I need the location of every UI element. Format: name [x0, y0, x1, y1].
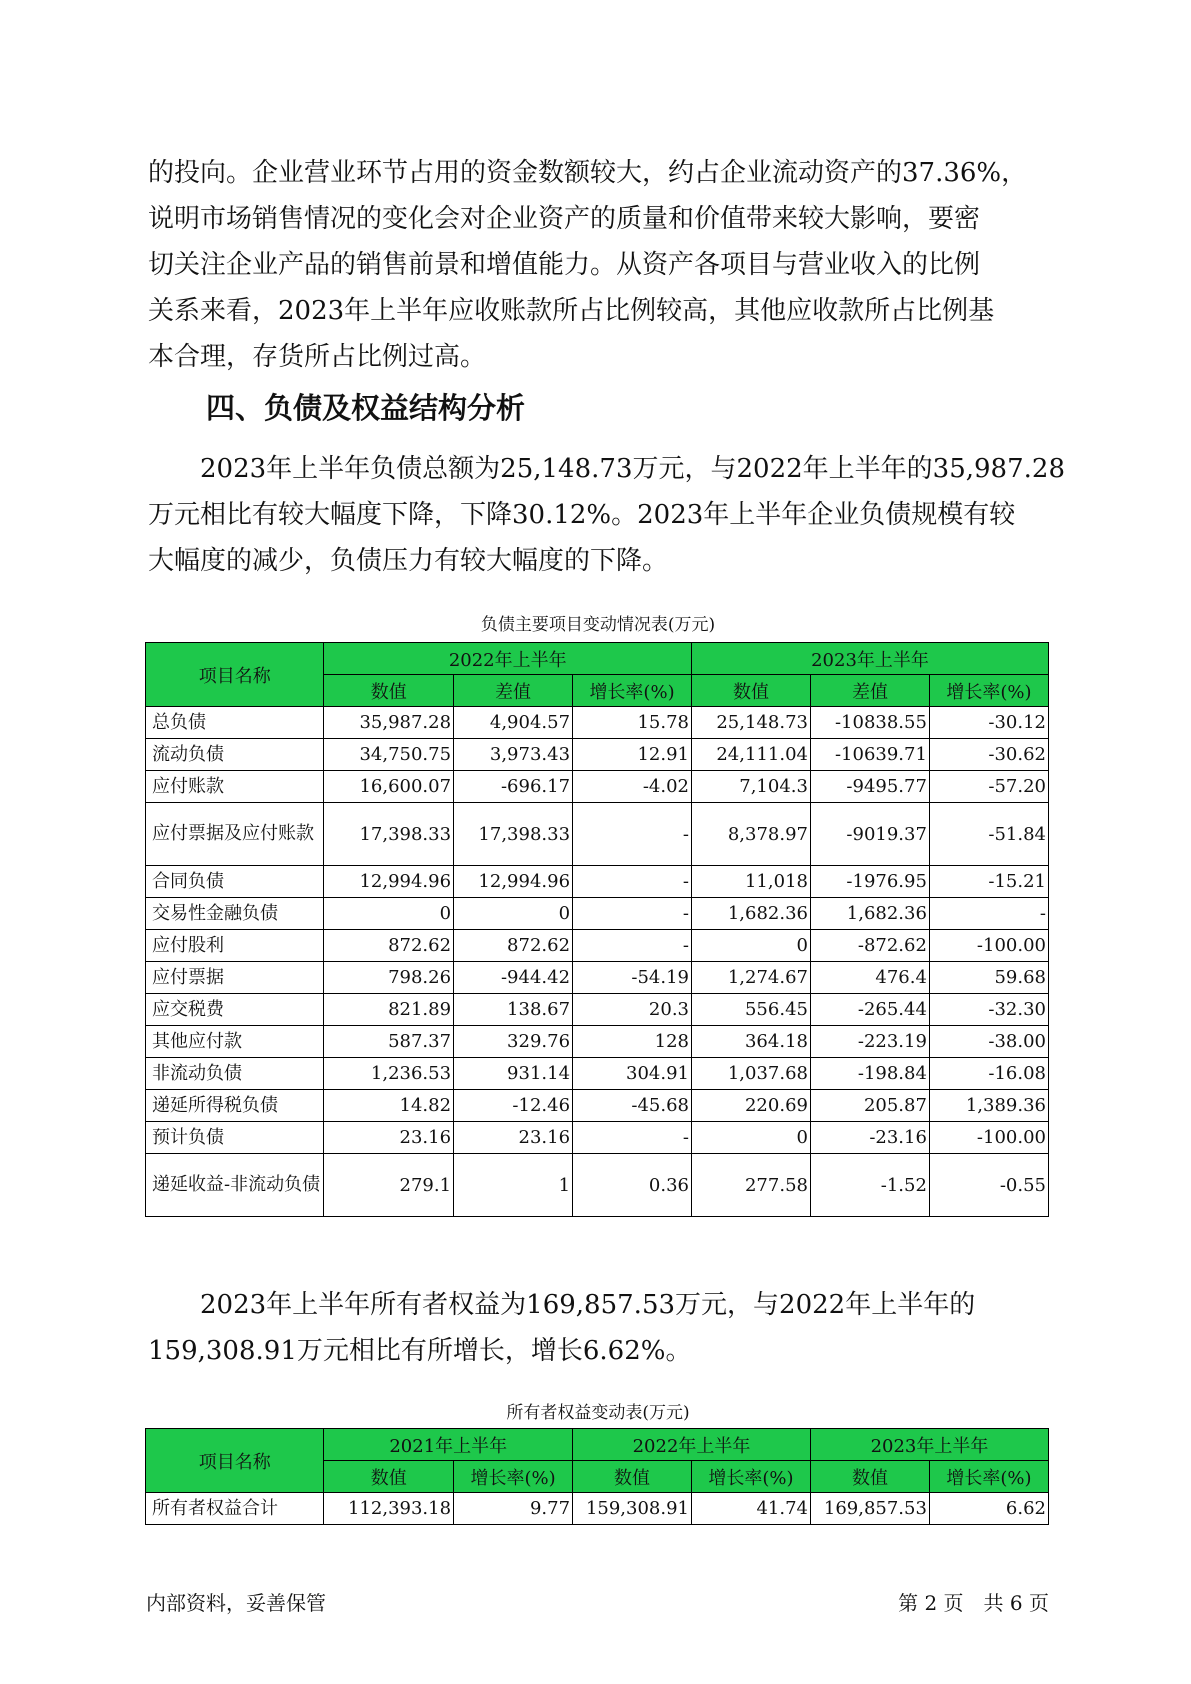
- text-line: 本合理，存货所占比例过高。: [148, 342, 487, 372]
- text-line: 大幅度的减少，负债压力有较大幅度的下降。: [148, 546, 669, 576]
- footer-confidential-note: 内部资料，妥善保管: [146, 1591, 326, 1615]
- table-body: [146, 1493, 1049, 1525]
- table-cell: -9495.77: [810, 771, 929, 803]
- table-cell: 277.58: [692, 1154, 811, 1217]
- table-cell: 798.26: [324, 962, 454, 994]
- column-header: 数值: [573, 1461, 692, 1493]
- table-row: [146, 866, 1049, 898]
- table-cell: -: [573, 1122, 692, 1154]
- table-cell: 12,994.96: [454, 866, 573, 898]
- table-cell: -872.62: [810, 930, 929, 962]
- table-cell: 128: [573, 1026, 692, 1058]
- table-row: [146, 707, 1049, 739]
- table-cell: 1,236.53: [324, 1058, 454, 1090]
- text-line: 2023年上半年所有者权益为169,857.53万元，与2022年上半年的: [148, 1290, 976, 1320]
- paragraph-equity-summary: [148, 1282, 1048, 1374]
- table-cell: 112,393.18: [324, 1493, 454, 1525]
- column-header: 增长率(%): [692, 1461, 811, 1493]
- column-header: 差值: [454, 675, 573, 707]
- table-cell: 17,398.33: [324, 803, 454, 866]
- table-cell: 12,994.96: [324, 866, 454, 898]
- row-label: 交易性金融负债: [146, 898, 324, 930]
- table-cell: 0: [692, 1122, 811, 1154]
- table-cell: 23.16: [454, 1122, 573, 1154]
- column-header: 数值: [810, 1461, 929, 1493]
- table-cell: 0: [692, 930, 811, 962]
- table-cell: 35,987.28: [324, 707, 454, 739]
- table-cell: 12.91: [573, 739, 692, 771]
- table-row: [146, 1154, 1049, 1217]
- text-line: 关系来看，2023年上半年应收账款所占比例较高，其他应收款所占比例基: [148, 296, 995, 326]
- period-header: 2023年上半年: [810, 1429, 1048, 1461]
- table-cell: -1976.95: [810, 866, 929, 898]
- table-cell: 1,682.36: [810, 898, 929, 930]
- row-label: 递延所得税负债: [146, 1090, 324, 1122]
- table-cell: 1: [454, 1154, 573, 1217]
- table-cell: 7,104.3: [692, 771, 811, 803]
- table-cell: 59.68: [929, 962, 1048, 994]
- table-cell: 25,148.73: [692, 707, 811, 739]
- table-cell: -45.68: [573, 1090, 692, 1122]
- row-label: 应付票据及应付账款: [146, 803, 324, 866]
- text-line: 2023年上半年负债总额为25,148.73万元，与2022年上半年的35,987.28: [148, 454, 1065, 484]
- table-cell: 0.36: [573, 1154, 692, 1217]
- period-header: 2021年上半年: [324, 1429, 573, 1461]
- table-cell: 41.74: [692, 1493, 811, 1525]
- table-cell: -944.42: [454, 962, 573, 994]
- table-cell: 16,600.07: [324, 771, 454, 803]
- row-label: 递延收益-非流动负债: [146, 1154, 324, 1217]
- row-label: 应交税费: [146, 994, 324, 1026]
- row-label: 应付票据: [146, 962, 324, 994]
- table-cell: -57.20: [929, 771, 1048, 803]
- column-header: 数值: [692, 675, 811, 707]
- section-heading: 四、负债及权益结构分析: [206, 391, 526, 425]
- item-name-header: 项目名称: [146, 1429, 324, 1493]
- column-header: 数值: [324, 1461, 454, 1493]
- table-cell: -696.17: [454, 771, 573, 803]
- table-cell: -54.19: [573, 962, 692, 994]
- table-cell: -0.55: [929, 1154, 1048, 1217]
- table-cell: 17,398.33: [454, 803, 573, 866]
- table-cell: -198.84: [810, 1058, 929, 1090]
- table-cell: -30.62: [929, 739, 1048, 771]
- table-cell: -223.19: [810, 1026, 929, 1058]
- column-header: 增长率(%): [929, 675, 1048, 707]
- column-header: 增长率(%): [573, 675, 692, 707]
- text-line: 说明市场销售情况的变化会对企业资产的质量和价值带来较大影响，要密: [148, 204, 981, 234]
- table-cell: -38.00: [929, 1026, 1048, 1058]
- row-label: 流动负债: [146, 739, 324, 771]
- table-cell: -10838.55: [810, 707, 929, 739]
- table-cell: 279.1: [324, 1154, 454, 1217]
- table-cell: -23.16: [810, 1122, 929, 1154]
- table-body: [146, 707, 1049, 1217]
- table-cell: 821.89: [324, 994, 454, 1026]
- table-cell: 20.3: [573, 994, 692, 1026]
- table-cell: -32.30: [929, 994, 1048, 1026]
- table-cell: -4.02: [573, 771, 692, 803]
- equity-change-table: [145, 1428, 1049, 1525]
- table-cell: -265.44: [810, 994, 929, 1026]
- table-cell: 0: [454, 898, 573, 930]
- table-cell: 3,973.43: [454, 739, 573, 771]
- table-cell: -30.12: [929, 707, 1048, 739]
- table-cell: 329.76: [454, 1026, 573, 1058]
- table-cell: 159,308.91: [573, 1493, 692, 1525]
- table-cell: 220.69: [692, 1090, 811, 1122]
- table-cell: -: [573, 803, 692, 866]
- table-cell: -: [573, 866, 692, 898]
- row-label: 合同负债: [146, 866, 324, 898]
- table-cell: 304.91: [573, 1058, 692, 1090]
- table-cell: -: [573, 930, 692, 962]
- table-row: [146, 1493, 1049, 1525]
- row-label: 应付股利: [146, 930, 324, 962]
- period-header: 2022年上半年: [573, 1429, 811, 1461]
- period-header: 2022年上半年: [324, 643, 692, 675]
- table-cell: 8,378.97: [692, 803, 811, 866]
- table-cell: -12.46: [454, 1090, 573, 1122]
- text-line: 切关注企业产品的销售前景和增值能力。从资产各项目与营业收入的比例: [148, 250, 981, 280]
- column-header: 数值: [324, 675, 454, 707]
- table-cell: -16.08: [929, 1058, 1048, 1090]
- row-label: 其他应付款: [146, 1026, 324, 1058]
- period-header: 2023年上半年: [692, 643, 1049, 675]
- table-cell: 0: [324, 898, 454, 930]
- table-cell: 23.16: [324, 1122, 454, 1154]
- table-cell: 1,389.36: [929, 1090, 1048, 1122]
- table-cell: 931.14: [454, 1058, 573, 1090]
- table-cell: 587.37: [324, 1026, 454, 1058]
- table-row: [146, 994, 1049, 1026]
- table-cell: 1,037.68: [692, 1058, 811, 1090]
- table-cell: -: [573, 898, 692, 930]
- column-header: 差值: [810, 675, 929, 707]
- liability-change-table: [145, 642, 1049, 1217]
- table-cell: 1,682.36: [692, 898, 811, 930]
- table-cell: 24,111.04: [692, 739, 811, 771]
- table-cell: 14.82: [324, 1090, 454, 1122]
- table-row: [146, 739, 1049, 771]
- table-cell: 1,274.67: [692, 962, 811, 994]
- item-name-header: 项目名称: [146, 643, 324, 707]
- table-cell: 205.87: [810, 1090, 929, 1122]
- paragraph-liability-summary: [148, 446, 1065, 584]
- table-cell: 872.62: [454, 930, 573, 962]
- row-label: 总负债: [146, 707, 324, 739]
- table-cell: 138.67: [454, 994, 573, 1026]
- table-row: [146, 1058, 1049, 1090]
- text-line: 159,308.91万元相比有所增长，增长6.62%。: [148, 1336, 692, 1366]
- column-header: 增长率(%): [454, 1461, 573, 1493]
- row-label: 非流动负债: [146, 1058, 324, 1090]
- table-row: [146, 930, 1049, 962]
- table-cell: 872.62: [324, 930, 454, 962]
- table-cell: -51.84: [929, 803, 1048, 866]
- table-caption-equity: 所有者权益变动表(万元): [506, 1403, 690, 1423]
- footer-page-number: 第 2 页 共 6 页: [898, 1591, 1049, 1615]
- row-label: 应付账款: [146, 771, 324, 803]
- table-row: [146, 1122, 1049, 1154]
- table-cell: -15.21: [929, 866, 1048, 898]
- table-cell: -100.00: [929, 930, 1048, 962]
- text-line: 万元相比有较大幅度下降，下降30.12%。2023年上半年企业负债规模有较: [148, 500, 1016, 530]
- table-row: [146, 962, 1049, 994]
- table-cell: 34,750.75: [324, 739, 454, 771]
- table-cell: 556.45: [692, 994, 811, 1026]
- table-row: [146, 1026, 1049, 1058]
- paragraph-asset-analysis: [148, 150, 1048, 380]
- table-row: [146, 771, 1049, 803]
- column-header: 增长率(%): [929, 1461, 1048, 1493]
- table-cell: -: [929, 898, 1048, 930]
- table-cell: 11,018: [692, 866, 811, 898]
- row-label: 所有者权益合计: [146, 1493, 324, 1525]
- table-row: [146, 803, 1049, 866]
- row-label: 预计负债: [146, 1122, 324, 1154]
- table-row: [146, 898, 1049, 930]
- table-cell: 476.4: [810, 962, 929, 994]
- table-cell: 169,857.53: [810, 1493, 929, 1525]
- text-line: 的投向。企业营业环节占用的资金数额较大，约占企业流动资产的37.36%，: [148, 158, 1028, 188]
- table-cell: -10639.71: [810, 739, 929, 771]
- table-cell: -9019.37: [810, 803, 929, 866]
- table-cell: 9.77: [454, 1493, 573, 1525]
- table-cell: 6.62: [929, 1493, 1048, 1525]
- table-cell: -1.52: [810, 1154, 929, 1217]
- table-cell: 4,904.57: [454, 707, 573, 739]
- table-cell: 364.18: [692, 1026, 811, 1058]
- table-caption-liabilities: 负债主要项目变动情况表(万元): [480, 615, 716, 635]
- table-row: [146, 1090, 1049, 1122]
- table-cell: 15.78: [573, 707, 692, 739]
- table-cell: -100.00: [929, 1122, 1048, 1154]
